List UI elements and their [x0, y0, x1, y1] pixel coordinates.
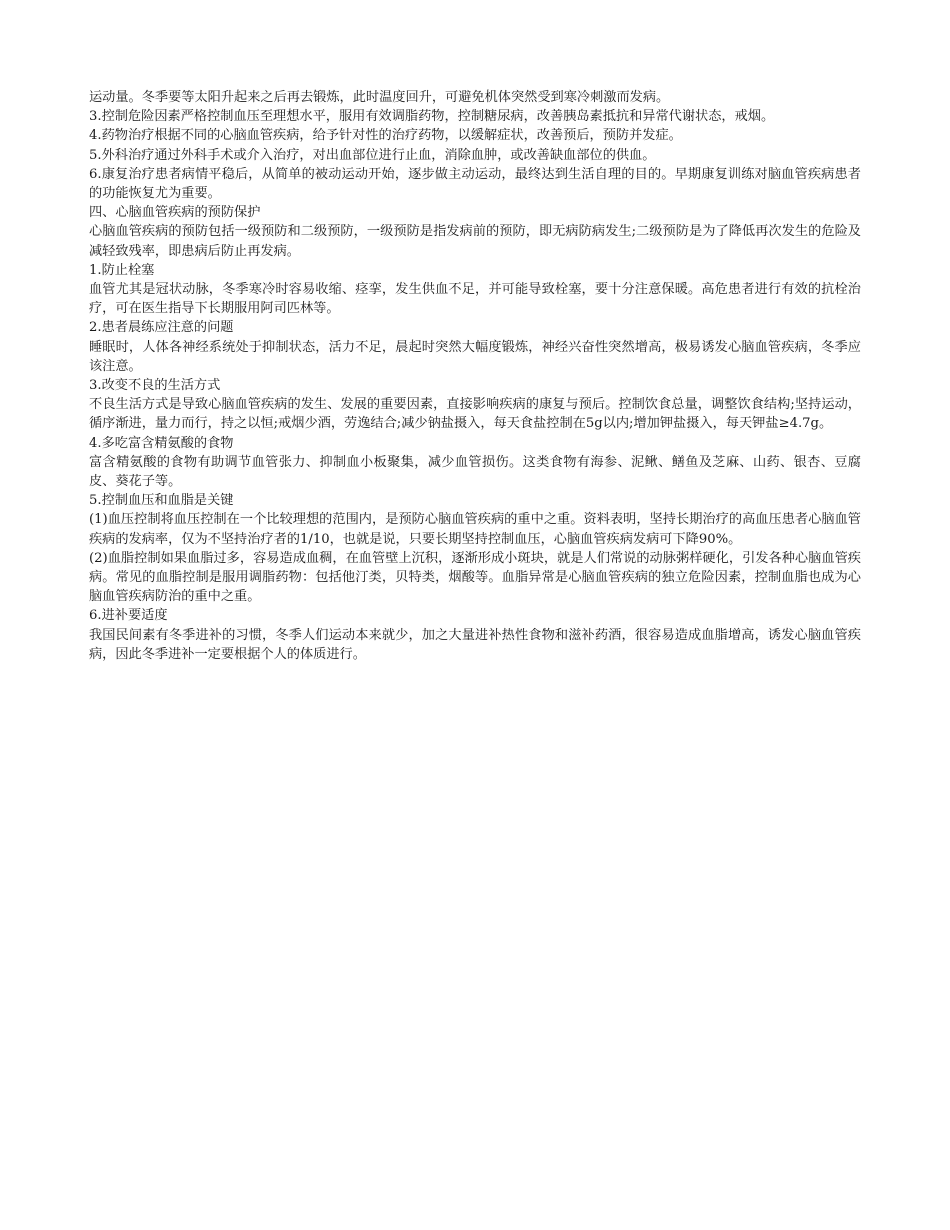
subheading-tonic-moderation: 6.进补要适度 — [89, 608, 168, 624]
subheading-prevent-embolism: 1.防止栓塞 — [89, 262, 155, 278]
subheading-arginine-foods: 4.多吃富含精氨酸的食物 — [89, 435, 234, 451]
paragraph-surgical-therapy: 5.外科治疗通过外科手术或介入治疗，对出血部位进行止血，消除血肿，或改善缺血部位的供血。 — [89, 147, 656, 163]
paragraph-arginine-foods: 富含精氨酸的食物有助调节血管张力、抑制血小板聚集，减少血管损伤。这类食物有海参、泥鳅、鳝鱼及芝麻、山药、银杏、豆腐皮、葵花子等。 — [89, 454, 861, 490]
paragraph-tonic-moderation: 我国民间素有冬季进补的习惯，冬季人们运动本来就少，加之大量进补热性食物和滋补药酒，很容易造成血脂增高，诱发心脑血管疾病，因此冬季进补一定要根据个人的体质进行。 — [89, 627, 861, 662]
paragraph-prevent-embolism: 血管尤其是冠状动脉，冬季寒冷时容易收缩、痉挛，发生供血不足，并可能导致栓塞，要十分注意保暖。高危患者进行有效的抗栓治疗，可在医生指导下长期服用阿司匹林等。 — [89, 282, 861, 317]
paragraph-lifestyle: 不良生活方式是导致心脑血管疾病的发生、发展的重要因素，直接影响疾病的康复与预后。控制饮食总量，调整饮食结构;坚持运动，循序渐进，量力而行，持之以恒;戒烟少酒，劳逸结合;减少钠盐摄入，每天食盐控制在5g以内;增加钾盐摄入，每天钾盐≥4.7g。 — [89, 397, 861, 432]
paragraph-blood-pressure: (1)血压控制将血压控制在一个比较理想的范围内，是预防心脑血管疾病的重中之重。资料表明，坚持长期治疗的高血压患者心脑血管疾病的发病率，仅为不坚持治疗者的1/10，也就是说，只要长期坚持控制血压，心脑血管疾病发病可下降90%。 — [89, 512, 861, 547]
subheading-blood-pressure-lipids: 5.控制血压和血脂是关键 — [89, 493, 234, 509]
document-page — [89, 88, 861, 664]
paragraph-drug-therapy: 4.药物治疗根据不同的心脑血管疾病，给予针对性的治疗药物，以缓解症状，改善预后，预防并发症。 — [89, 128, 682, 144]
paragraph-risk-control: 3.控制危险因素严格控制血压至理想水平，服用有效调脂药物，控制糖尿病，改善胰岛素抵抗和异常代谢状态，戒烟。 — [89, 109, 775, 125]
paragraph-morning-exercise: 睡眠时，人体各神经系统处于抑制状态，活力不足，晨起时突然大幅度锻炼，神经兴奋性突然增高，极易诱发心脑血管疾病，冬季应该注意。 — [89, 339, 861, 374]
paragraph-prevention-intro: 心脑血管疾病的预防包括一级预防和二级预防，一级预防是指发病前的预防，即无病防病发生;二级预防是为了降低再次发生的危险及减轻致残率，即患病后防止再发病。 — [89, 224, 861, 259]
paragraph-blood-lipids: (2)血脂控制如果血脂过多，容易造成血稠，在血管壁上沉积，逐渐形成小斑块，就是人们常说的动脉粥样硬化，引发各种心脑血管疾病。常见的血脂控制是服用调脂药物：包括他汀类，贝特类，烟酸等。血脂异常是心脑血管疾病的独立危险因素，控制血脂也成为心脑血管疾病防治的重中之重。 — [89, 550, 861, 605]
paragraph-rehabilitation: 6.康复治疗患者病情平稳后，从简单的被动运动开始，逐步做主动运动，最终达到生活自理的目的。早期康复训练对脑血管疾病患者的功能恢复尤为重要。 — [89, 166, 861, 202]
paragraph-exercise-timing: 运动量。冬季要等太阳升起来之后再去锻炼，此时温度回升，可避免机体突然受到寒冷刺激而发病。 — [89, 90, 670, 105]
subheading-morning-exercise: 2.患者晨练应注意的问题 — [89, 320, 234, 336]
section-heading-prevention: 四、心脑血管疾病的预防保护 — [89, 205, 261, 221]
subheading-lifestyle: 3.改变不良的生活方式 — [89, 378, 221, 394]
